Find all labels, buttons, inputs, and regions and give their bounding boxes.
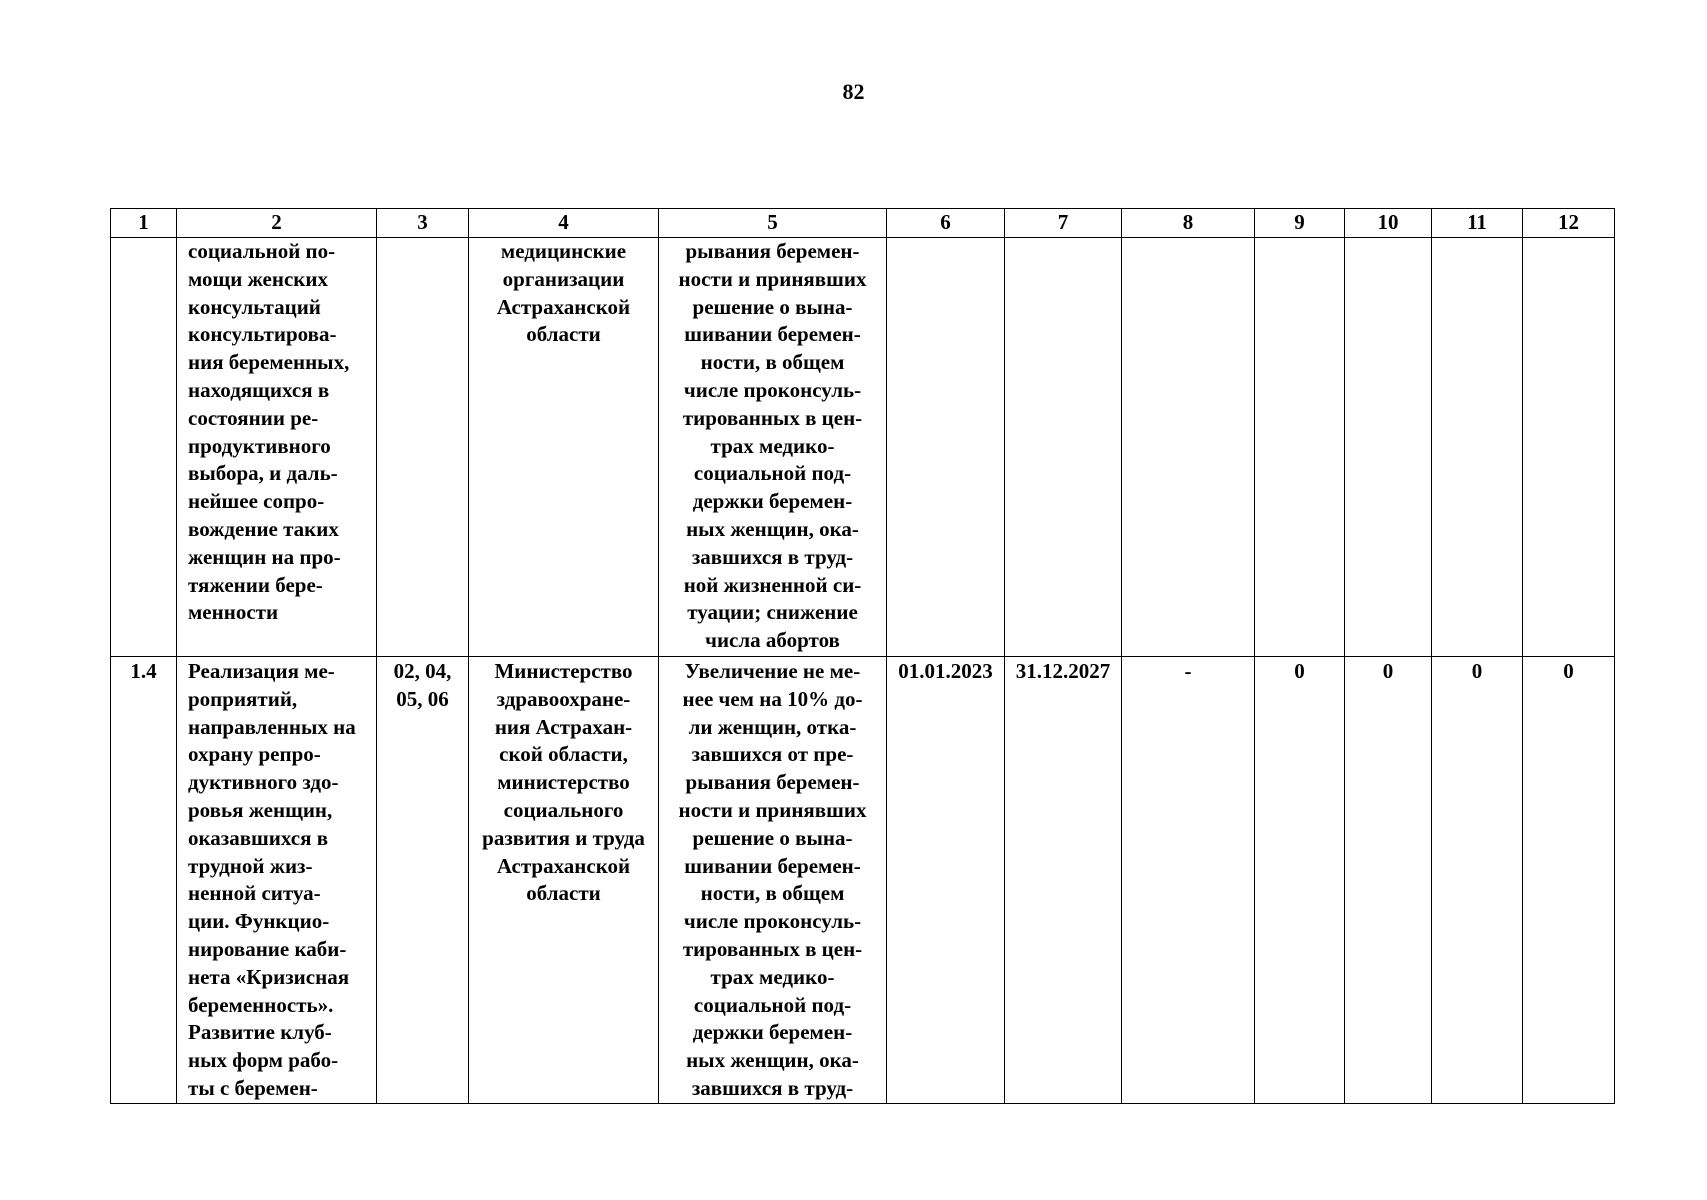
value-cell: 0 xyxy=(1432,657,1523,1104)
data-table xyxy=(110,208,1615,1104)
value-cell xyxy=(1523,238,1615,657)
start-date-cell xyxy=(887,238,1005,657)
code-cell xyxy=(377,238,469,657)
column-header: 3 xyxy=(377,209,469,238)
activity-name-cell: социальной по- мощи женских консультаций консультирова- ния беременных, находящихся в состоянии ре- продуктивного выбора, и даль- нейшее сопро- вождение таких женщин на про- тяжении бере- менности xyxy=(177,238,377,657)
column-header: 11 xyxy=(1432,209,1523,238)
column-header: 7 xyxy=(1005,209,1122,238)
page-number: 82 xyxy=(842,79,865,104)
table-row xyxy=(111,238,1615,657)
activity-name-cell: Реализация ме- роприятий, направленных на охрану репро- дуктивного здо- ровья женщин, оказавшихся в трудной жиз- ненной ситуа- ции. Функцио- нирование каби- нета «Кризисная беременность». Развитие клуб- ных форм рабо- ты с беремен- xyxy=(177,657,377,1104)
start-date-cell: 01.01.2023 xyxy=(887,657,1005,1104)
value-cell xyxy=(1345,238,1432,657)
code-cell: 02, 04, 05, 06 xyxy=(377,657,469,1104)
column-header: 10 xyxy=(1345,209,1432,238)
column-header: 2 xyxy=(177,209,377,238)
column-header: 4 xyxy=(469,209,659,238)
value-cell: 0 xyxy=(1523,657,1615,1104)
end-date-cell: 31.12.2027 xyxy=(1005,657,1122,1104)
column-header: 12 xyxy=(1523,209,1615,238)
value-cell xyxy=(1255,238,1345,657)
item-number-cell: 1.4 xyxy=(111,657,177,1104)
responsible-cell: медицинские организации Астраханской области xyxy=(469,238,659,657)
value-cell: - xyxy=(1122,657,1255,1104)
column-header: 6 xyxy=(887,209,1005,238)
end-date-cell xyxy=(1005,238,1122,657)
responsible-cell: Министерство здравоохране- ния Астрахан- ской области, министерство социального развития и труда Астраханской области xyxy=(469,657,659,1104)
result-cell: рывания беремен- ности и принявших решение о вына- шивании беремен- ности, в общем числе проконсуль- тированных в цен- трах медико- социальной под- держки беремен- ных женщин, ока- завшихся в труд- ной жизненной си- туации; снижение числа абортов xyxy=(659,238,887,657)
item-number-cell xyxy=(111,238,177,657)
value-cell: 0 xyxy=(1345,657,1432,1104)
value-cell xyxy=(1432,238,1523,657)
column-header: 1 xyxy=(111,209,177,238)
table-row xyxy=(111,657,1615,1104)
header-row xyxy=(111,209,1615,238)
column-header: 8 xyxy=(1122,209,1255,238)
result-cell: Увеличение не ме- нее чем на 10% до- ли женщин, отка- завшихся от пре- рывания беремен- ности и принявших решение о вына- шивании беремен- ности, в общем числе проконсуль- тированных в цен- трах медико- социальной под- держки беремен- ных женщин, ока- завшихся в труд- xyxy=(659,657,887,1104)
value-cell: 0 xyxy=(1255,657,1345,1104)
column-header: 9 xyxy=(1255,209,1345,238)
value-cell xyxy=(1122,238,1255,657)
column-header: 5 xyxy=(659,209,887,238)
